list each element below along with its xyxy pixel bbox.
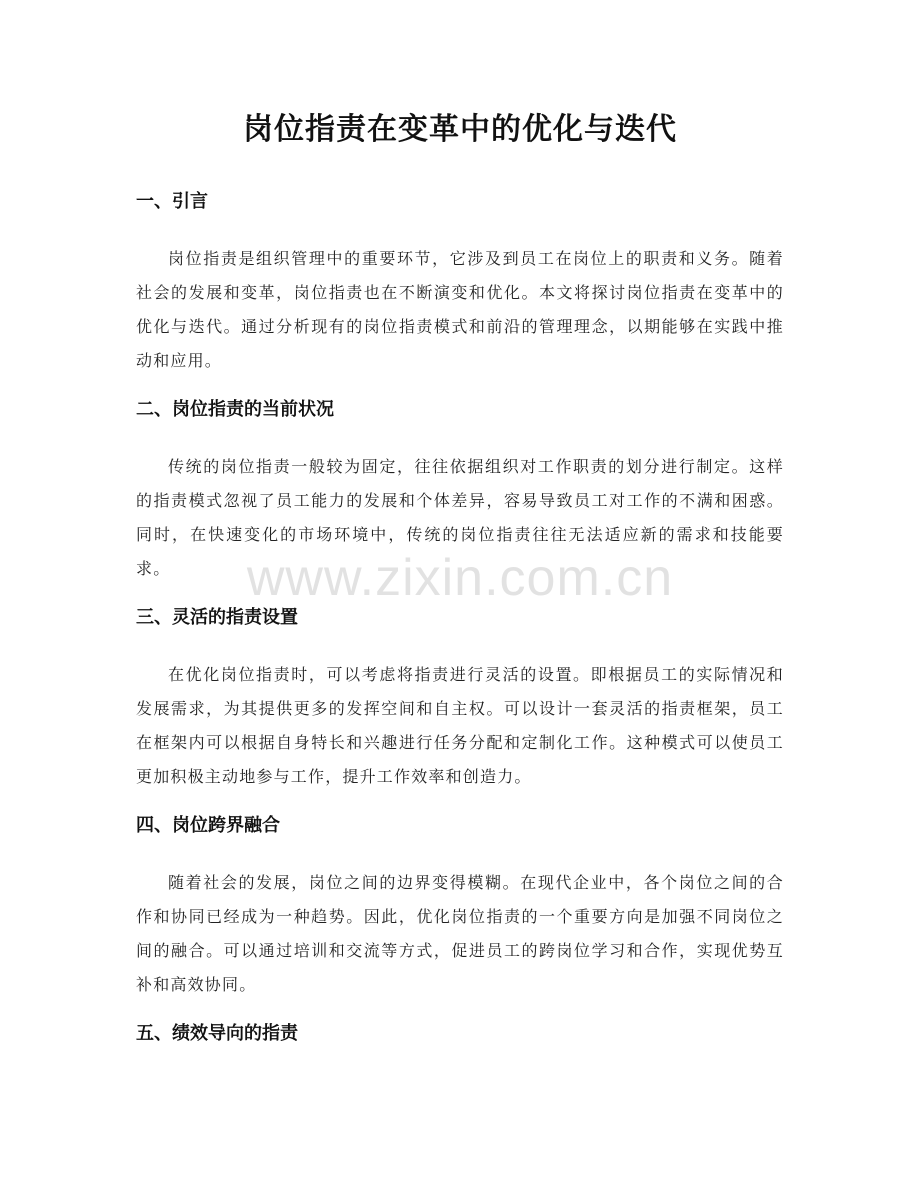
section-performance-oriented: [136, 1021, 784, 1047]
section-paragraph: 在优化岗位指责时，可以考虑将指责进行灵活的设置。即根据员工的实际情况和发展需求，为其提供更多的发挥空间和自主权。可以设计一套灵活的指责框架，员工在框架内可以根据自身特长和兴趣进行任务分配和定制化工作。这种模式可以使员工更加积极主动地参与工作，提升工作效率和创造力。: [136, 665, 784, 786]
section-heading: 四、岗位跨界融合: [136, 815, 280, 836]
section-heading: 二、岗位指责的当前状况: [136, 399, 334, 420]
section-introduction: [136, 189, 784, 378]
section-cross-role-integration: [136, 813, 784, 1002]
section-heading: 三、灵活的指责设置: [136, 607, 298, 628]
section-paragraph: 随着社会的发展，岗位之间的边界变得模糊。在现代企业中，各个岗位之间的合作和协同已经成为一种趋势。因此，优化岗位指责的一个重要方向是加强不同岗位之间的融合。可以通过培训和交流等方式，促进员工的跨岗位学习和合作，实现优势互补和高效协同。: [136, 873, 784, 994]
watermark: www.zixin.com.cn: [246, 549, 674, 607]
section-current-status: [136, 397, 784, 586]
section-heading: 一、引言: [136, 191, 208, 212]
document-title: 岗位指责在变革中的优化与迭代: [243, 112, 677, 147]
section-heading: 五、绩效导向的指责: [136, 1023, 298, 1044]
section-flexible-duties: [136, 605, 784, 794]
section-paragraph: 岗位指责是组织管理中的重要环节，它涉及到员工在岗位上的职责和义务。随着社会的发展和变革，岗位指责也在不断演变和优化。本文将探讨岗位指责在变革中的优化与迭代。通过分析现有的岗位指责模式和前沿的管理理念，以期能够在实践中推动和应用。: [136, 249, 784, 370]
section-paragraph: 传统的岗位指责一般较为固定，往往依据组织对工作职责的划分进行制定。这样的指责模式忽视了员工能力的发展和个体差异，容易导致员工对工作的不满和困惑。同时，在快速变化的市场环境中，传统的岗位指责往往无法适应新的需求和技能要求。: [136, 457, 784, 578]
